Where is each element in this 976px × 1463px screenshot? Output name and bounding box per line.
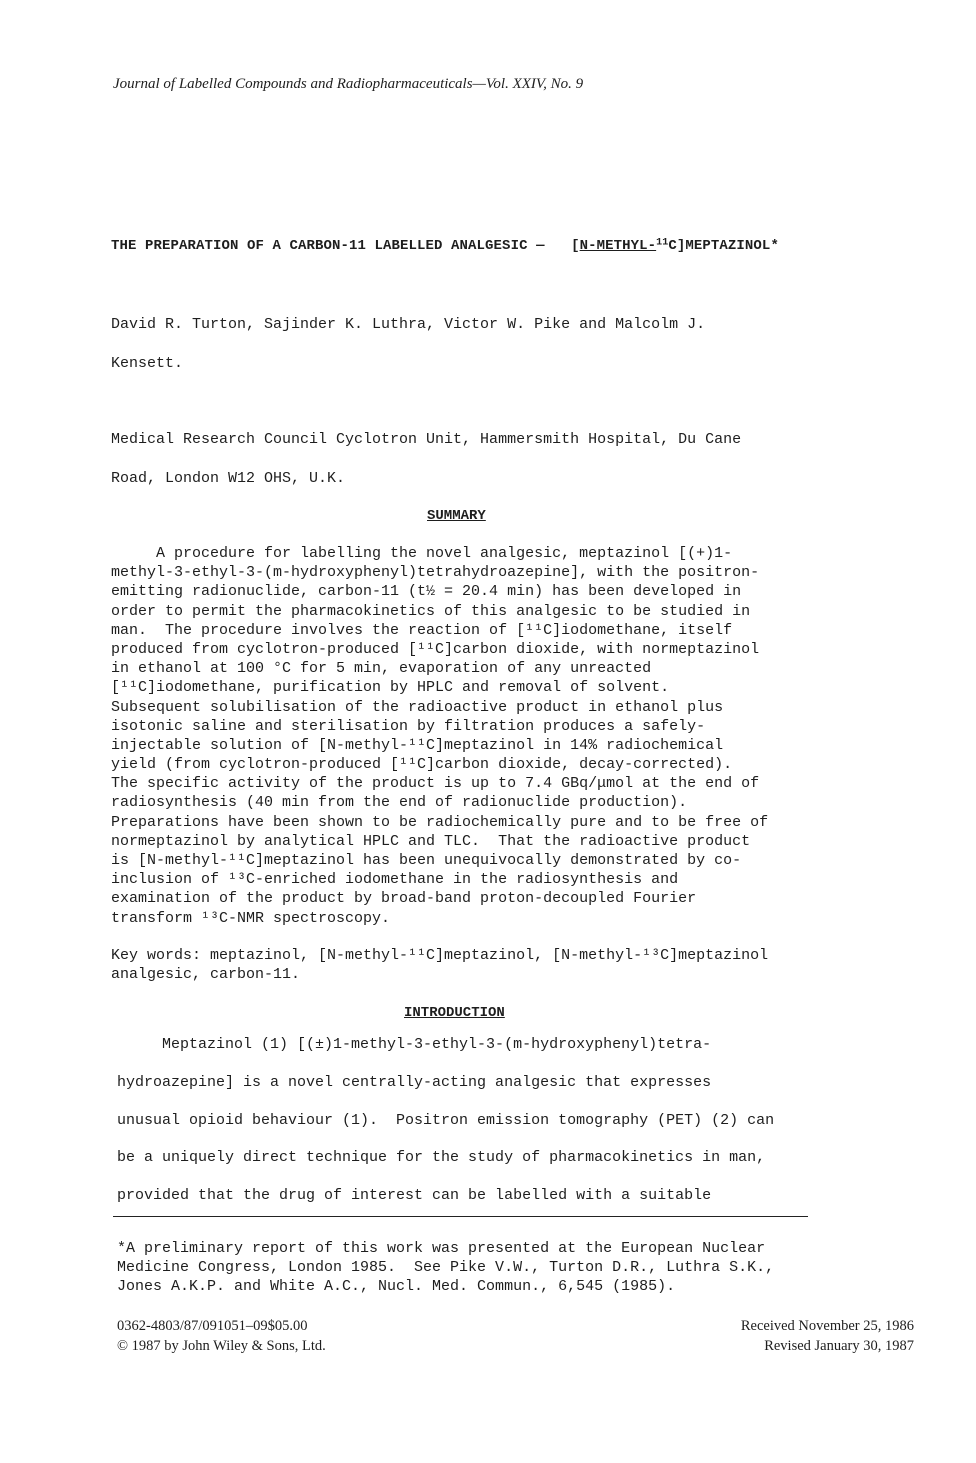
summary-line: is [N-methyl-¹¹C]meptazinol has been unequivocally demonstrated by co- (111, 852, 742, 869)
keywords-line: analgesic, carbon-11. (111, 966, 301, 984)
keywords (111, 946, 831, 984)
title-suffix: C]MEPTAZINOL* (668, 238, 779, 254)
summary-line: yield (from cyclotron-produced [¹¹C]carbon dioxide, decay-corrected). (111, 756, 733, 774)
affiliation-line-2: Road, London W12 OHS, U.K. (111, 470, 346, 487)
footnote-line: Medicine Congress, London 1985. See Pike V.W., Turton D.R., Luthra S.K., (117, 1259, 775, 1277)
summary-line: The specific activity of the product is up to 7.4 GBq/μmol at the end of (111, 775, 760, 793)
affiliation-line-1: Medical Research Council Cyclotron Unit, Hammersmith Hospital, Du Cane (111, 431, 742, 448)
introduction-line: hydroazepine] is a novel centrally-acting analgesic that expresses (117, 1073, 712, 1091)
footnote (117, 1239, 837, 1297)
introduction-line: unusual opioid behaviour (1). Positron emission tomography (PET) (2) can (117, 1111, 775, 1129)
footnote-divider (113, 1216, 808, 1217)
authors-line-1: David R. Turton, Sajinder K. Luthra, Victor W. Pike and Malcolm J. (111, 316, 706, 333)
footnote-line: *A preliminary report of this work was presented at the European Nuclear (117, 1240, 766, 1257)
authors-line-2: Kensett. (111, 355, 184, 372)
summary-line: injectable solution of [N-methyl-¹¹C]meptazinol in 14% radiochemical (111, 736, 724, 754)
introduction-heading: INTRODUCTION (404, 1005, 505, 1021)
copyright: © 1987 by John Wiley & Sons, Ltd. (117, 1338, 326, 1354)
summary-line: transform ¹³C-NMR spectroscopy. (111, 909, 391, 927)
summary-heading: SUMMARY (427, 508, 486, 524)
summary-paragraph (111, 544, 831, 928)
summary-line: in ethanol at 100 °C for 5 min, evaporation of any unreacted (111, 660, 652, 678)
summary-line: man. The procedure involves the reaction of [¹¹C]iodomethane, itself (111, 621, 733, 639)
summary-line: inclusion of ¹³C-enriched iodomethane in the radiosynthesis and (111, 871, 679, 889)
title-bracket: [ (571, 238, 580, 254)
introduction-line: be a uniquely direct technique for the study of pharmacokinetics in man, (117, 1149, 766, 1167)
summary-line: methyl-3-ethyl-3-(m-hydroxyphenyl)tetrahydroazepine], with the positron- (111, 564, 760, 582)
summary-line: [¹¹C]iodomethane, purification by HPLC and removal of solvent. (111, 679, 670, 697)
summary-line: order to permit the pharmacokinetics of this analgesic to be studied in (111, 602, 751, 620)
title-main: THE PREPARATION OF A CARBON-11 LABELLED ANALGESIC — (111, 238, 545, 254)
footnote-line: Jones A.K.P. and White A.C., Nucl. Med. Commun., 6,545 (1985). (117, 1278, 676, 1296)
title-label-underlined: N-METHYL- (579, 238, 657, 254)
summary-line: emitting radionuclide, carbon-11 (t½ = 20.4 min) has been developed in (111, 583, 742, 601)
submission-dates (741, 1316, 914, 1356)
summary-line: produced from cyclotron-produced [¹¹C]carbon dioxide, with normeptazinol (111, 640, 760, 658)
summary-line: isotonic saline and sterilisation by filtration produces a safely- (111, 717, 706, 735)
introduction-paragraph (117, 1026, 837, 1215)
article-title (111, 238, 779, 254)
keywords-line: Key words: meptazinol, [N-methyl-¹¹C]meptazinol, [N-methyl-¹³C]meptazinol (111, 947, 769, 964)
introduction-line: provided that the drug of interest can be labelled with a suitable (117, 1187, 712, 1205)
summary-line: examination of the product by broad-band proton-decoupled Fourier (111, 890, 697, 908)
received-date: Received November 25, 1986 (740, 1318, 914, 1334)
title-superscript: 11 (656, 237, 669, 249)
summary-line: A procedure for labelling the novel analgesic, meptazinol [(+)1- (111, 545, 733, 562)
summary-line: radiosynthesis (40 min from the end of radionuclide production). (111, 794, 688, 812)
article-code: 0362-4803/87/091051–09$05.00 (117, 1318, 308, 1334)
running-head: Journal of Labelled Compounds and Radiopharmaceuticals—Vol. XXIV, No. 9 (113, 76, 584, 92)
summary-line: Preparations have been shown to be radiochemically pure and to be free of (111, 813, 769, 831)
publication-info (117, 1316, 326, 1356)
summary-line: normeptazinol by analytical HPLC and TLC. That the radioactive product (111, 832, 751, 850)
introduction-line: Meptazinol (1) [(±)1-methyl-3-ethyl-3-(m-hydroxyphenyl)tetra- (117, 1036, 712, 1053)
revised-date: Revised January 30, 1987 (764, 1338, 914, 1354)
summary-line: Subsequent solubilisation of the radioactive product in ethanol plus (111, 698, 724, 716)
